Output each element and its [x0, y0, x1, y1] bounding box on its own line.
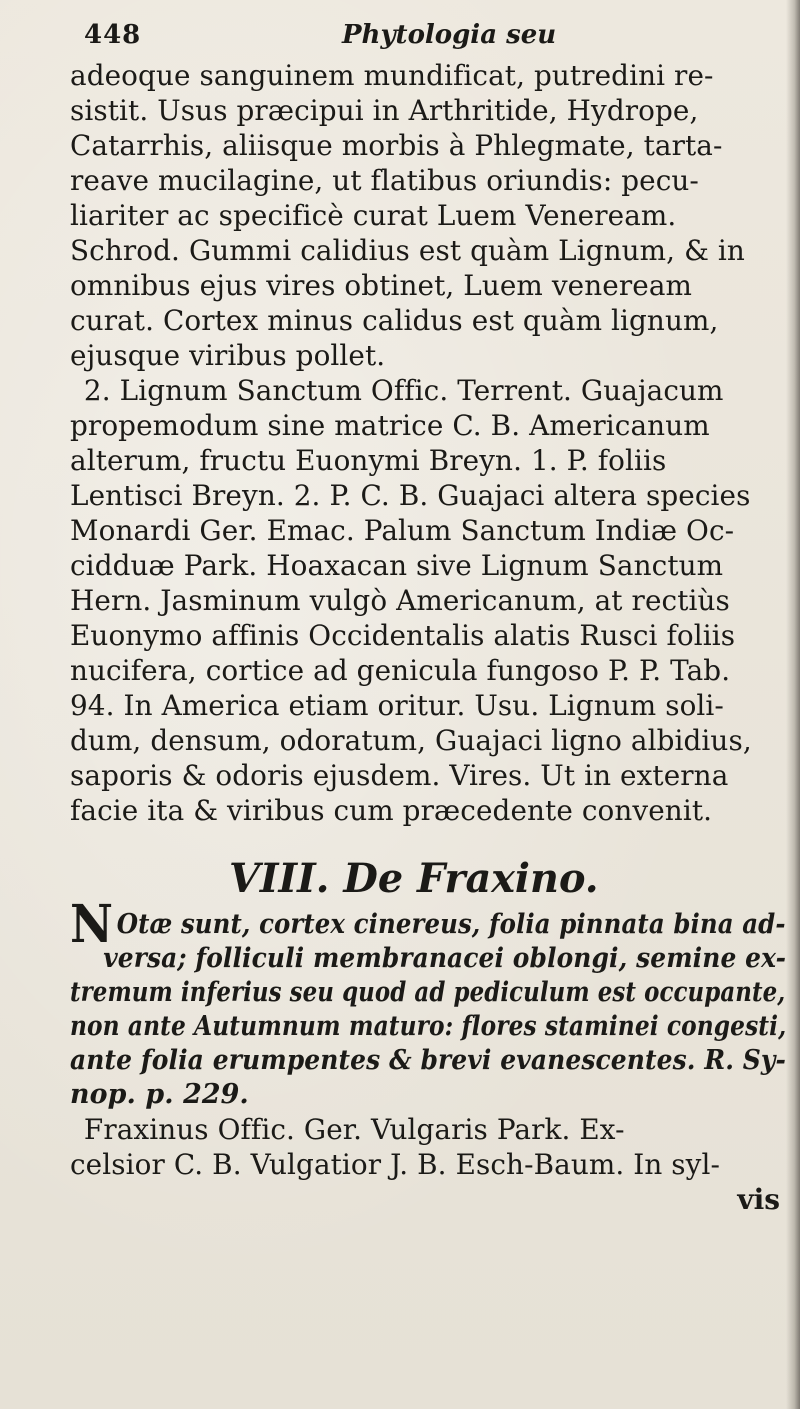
- text-line: Catarrhis, aliisque morbis à Phlegmate, tarta-: [70, 129, 723, 162]
- paragraph-fraxinus: [70, 1112, 790, 1182]
- text-line: omnibus ejus vires obtinet, Luem veneream: [70, 269, 693, 302]
- text-line: Fraxinus Offic. Ger. Vulgaris Park. Ex-: [83, 1113, 625, 1146]
- text-line: cidduæ Park. Hoaxacan sive Lignum Sanctum: [70, 549, 724, 582]
- text-line: liariter ac specificè curat Luem Veneream.: [70, 199, 677, 232]
- text-line: Euonymo affinis Occidentalis alatis Rusci foliis: [70, 619, 736, 652]
- text-line: tremum inferius seu quod ad pediculum est occupante,: [70, 977, 786, 1008]
- text-line: sistit. Usus præcipui in Arthritide, Hydrope,: [70, 94, 699, 127]
- section-heading: VIII. De Fraxino.: [229, 855, 599, 902]
- text-line: Schrod. Gummi calidius est quàm Lignum, & in: [70, 234, 745, 267]
- text-line: alterum, fructu Euonymi Breyn. 1. P. foliis: [70, 444, 667, 477]
- paragraph-lignum-sanctum: [70, 373, 790, 828]
- text-line: reave mucilagine, ut flatibus oriundis: pecu-: [70, 164, 699, 197]
- text-line: 2. Lignum Sanctum Offic. Terrent. Guajacum: [83, 374, 724, 407]
- text-line: celsior C. B. Vulgatior J. B. Esch-Baum. In syl-: [70, 1148, 721, 1181]
- text-line: curat. Cortex minus calidus est quàm lignum,: [70, 304, 719, 337]
- text-line: saporis & odoris ejusdem. Vires. Ut in externa: [70, 759, 729, 792]
- text-block: [70, 18, 790, 1217]
- page-header: [70, 18, 790, 58]
- paragraph-notae: [70, 894, 790, 1112]
- paragraph-intro: [70, 58, 790, 373]
- text-span: Otæ sunt, cortex cinereus, folia pinnata bina ad-: [116, 909, 786, 940]
- text-line: Monardi Ger. Emac. Palum Sanctum Indiæ Oc-: [70, 514, 735, 547]
- text-line: nucifera, cortice ad genicula fungoso P. P. Tab.: [70, 654, 731, 687]
- text-line: non ante Autumnum maturo: flores staminei congesti,: [70, 1011, 787, 1042]
- text-line: nop. p. 229.: [70, 1079, 249, 1110]
- text-line: propemodum sine matrice C. B. Americanum: [70, 409, 710, 442]
- page-number: 448: [84, 20, 142, 50]
- text-line: [70, 894, 786, 955]
- text-line: Lentisci Breyn. 2. P. C. B. Guajaci altera species: [70, 479, 751, 512]
- text-line: Hern. Jasminum vulgò Americanum, at rectiùs: [70, 584, 730, 617]
- running-head: Phytologia seu: [342, 20, 557, 50]
- catchword: vis: [737, 1183, 780, 1216]
- text-line: facie ita & viribus cum præcedente convenit.: [70, 794, 713, 827]
- text-line: dum, densum, odoratum, Guajaci ligno albidius,: [70, 724, 752, 757]
- text-line: versa; folliculi membranacei oblongi, semine ex-: [103, 943, 787, 974]
- drop-cap: N: [70, 894, 114, 955]
- text-line: adeoque sanguinem mundificat, putredini re-: [70, 59, 714, 92]
- text-line: 94. In America etiam oritur. Usu. Lignum soli-: [70, 689, 724, 722]
- text-line: ejusque viribus pollet.: [70, 339, 386, 372]
- text-line: ante folia erumpentes & brevi evanescentes. R. Sy-: [70, 1045, 787, 1076]
